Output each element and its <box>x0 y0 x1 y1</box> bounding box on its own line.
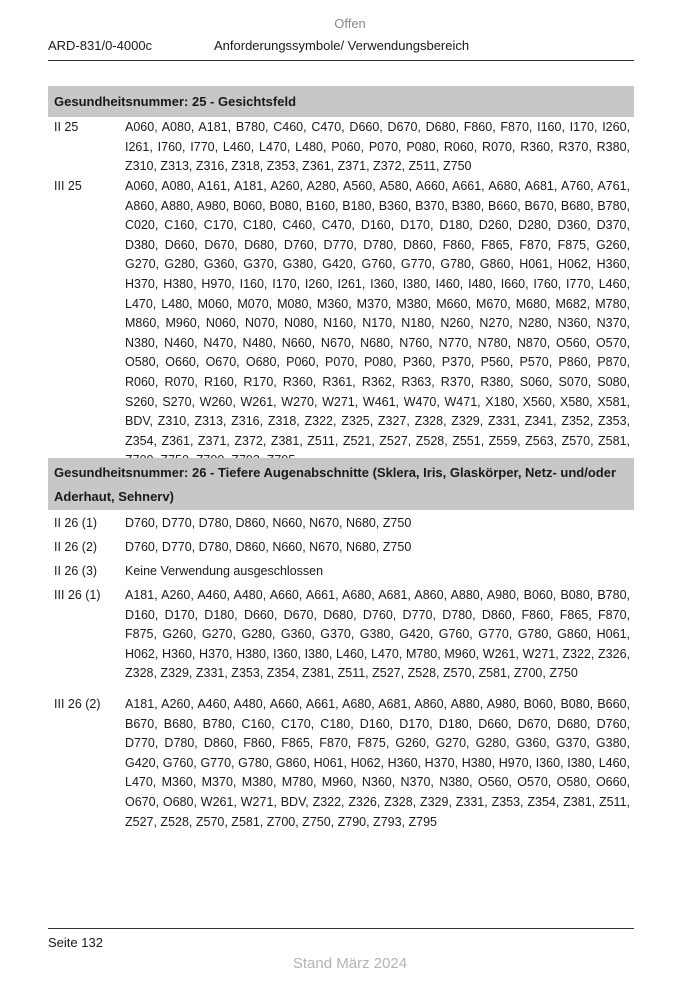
usage-codes: Keine Verwendung ausgeschlossen <box>125 564 324 578</box>
usage-codes: A060, A080, A161, A181, A260, A280, A560, A580, A660, A661, A680, A681, A760, A761, A860, A880, A980, B060, B080, B160, B180, B360, B370, B380, B660, B670, B680, B780, C020, C160, C170, C180, C460, C470, D160, D170, D180, D260, D280, D360, D370, D380, D660, D670, D680, D760, D770, D780, D860, F860, F865, F870, F875, G260, G270, G280, G360, G370, G380, G420, G760, G770, G780, G860, H061, H062, H360, H370, H380, H970, I160, I170, I260, I261, I360, I380, I460, I480, I660, I760, I770, L460, L470, L480, M060, M070, M080, M360, M370, M380, M660, M670, M680, M682, M780, M860, M960, N060, N070, N080, N160, N170, N180, N260, N270, N280, N360, N370, N380, N460, N470, N480, N660, N670, N680, N760, N770, N780, N870, O560, O570, O580, O660, O670, O680, P060, P070, P080, P360, P370, P560, P570, P860, P870, R060, R070, R160, R170, R360, R361, R362, R363, R370, R380, S060, S070, S080, S260, S270, W260, W261, W270, W271, W461, W470, W471, X180, X560, X580, X581, BDV, Z310, Z313, Z316, Z318, Z322, Z325, Z327, Z328, Z329, Z331, Z341, Z352, Z353, Z354, Z361, Z371, Z372, Z381, Z511, Z521, Z527, Z528, Z551, Z559, Z563, Z570, Z581, <box>125 179 630 448</box>
usage-codes: D760, D770, D780, D860, N660, N670, N680, Z750 <box>125 540 412 554</box>
page-number: Seite 132 <box>48 935 103 950</box>
classification-label: Offen <box>334 16 366 31</box>
usage-codes: A181, A260, A460, A480, A660, A661, A680, A681, A860, A880, A980, B060, B080, B780, D160, D170, D180, D660, D670, D680, D760, D770, D780, D860, F860, F865, F870, F875, G260, G270, G280, G360, G370, G380, G420, G760, G770, G780, G860, H061, H062, H360, H370, H380, I360, I380, L460, L470, M780, M960, W261, W271, Z322, Z326, Z328, Z329, Z331, Z353, Z354, Z381, Z511, Z527, Z528, Z570, Z581, Z700, Z750 <box>125 588 630 681</box>
requirement-code: II 26 (3) <box>54 564 98 578</box>
page-header <box>48 38 634 61</box>
document-id: ARD-831/0-4000c <box>48 38 153 53</box>
requirement-code: III 26 (2) <box>54 697 101 711</box>
requirement-code: II 25 <box>54 120 79 134</box>
usage-codes: A181, A260, A460, A480, A660, A661, A680, A681, A860, A880, A980, B060, B080, B660, B670, B680, B780, C160, C170, C180, D160, D170, D180, D660, D670, D680, D760, D770, D780, D860, F860, F865, F870, F875, G260, G270, G280, G360, G370, G380, G420, G760, G770, G780, G860, H061, H062, H360, H370, H380, H970, I360, I380, L460, L470, M360, M370, M380, M780, M960, N360, N370, N380, O560, O570, O580, O660, O670, O680, W261, W271, BDV, Z322, Z326, Z328, Z329, Z331, Z353, Z354, Z381, Z511, Z527, Z528, Z570, Z581, Z700, Z750, Z790, Z793, Z795 <box>125 697 630 829</box>
requirement-code: II 26 (2) <box>54 540 98 554</box>
usage-codes: D760, D770, D780, D860, N660, N670, N680, Z750 <box>125 516 412 530</box>
usage-codes: A060, A080, A181, B780, C460, C470, D660, D670, D680, F860, F870, I160, I170, I260, I261, I760, I770, L460, L470, L480, P060, P070, P080, R060, R070, R360, R370, R380, Z310, Z313, Z316, Z318, Z353, Z361, Z371, Z372, Z511, Z750 <box>125 120 630 174</box>
section-heading-26: Gesundheitsnummer: 26 - Tiefere Augenabschnitte (Sklera, Iris, Glaskörper, Netz- und/oder Aderhaut, Sehnerv) <box>48 458 634 510</box>
requirement-code: III 25 <box>54 179 82 193</box>
revision-date: Stand März 2024 <box>292 955 408 972</box>
header-title: Anforderungssymbole/ Verwendungsbereich <box>214 38 470 53</box>
requirement-code: II 26 (1) <box>54 516 98 530</box>
page-footer <box>48 928 634 950</box>
section-heading-25: Gesundheitsnummer: 25 - Gesichtsfeld <box>48 86 634 117</box>
requirement-code: III 26 (1) <box>54 588 101 602</box>
